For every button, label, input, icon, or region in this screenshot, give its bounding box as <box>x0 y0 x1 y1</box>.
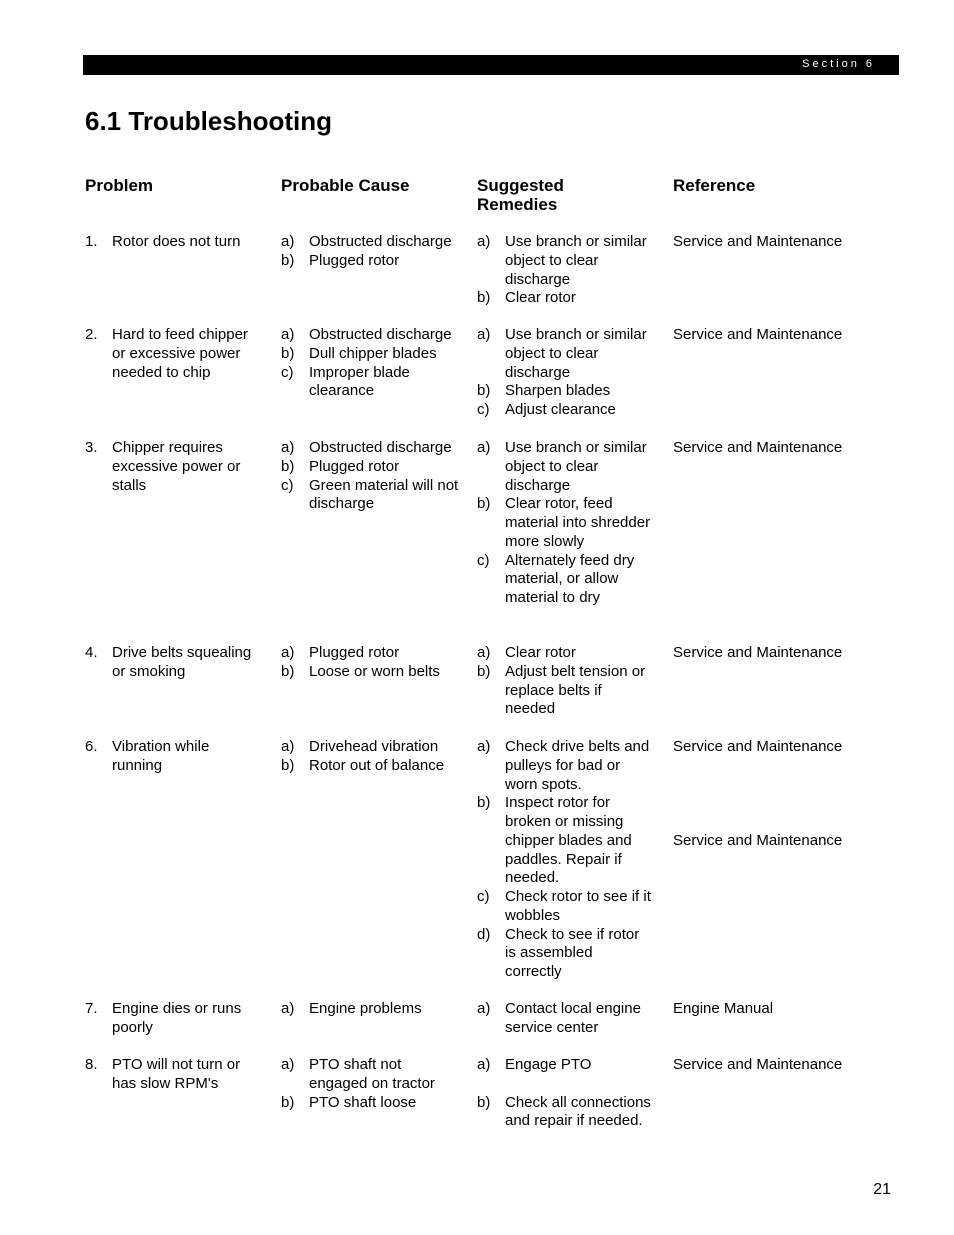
remedy-item <box>477 663 652 719</box>
cause-label: a) <box>281 233 295 250</box>
remedy-item <box>477 289 652 308</box>
problem-text: Vibration while running <box>112 738 210 774</box>
page-number: 21 <box>873 1181 891 1198</box>
problem-cell <box>85 233 260 252</box>
cause-item <box>281 477 461 515</box>
problem-text: Chipper requires excessive power or stalls <box>112 439 241 494</box>
cause-label: a) <box>281 644 295 661</box>
remedy-label: a) <box>477 644 491 661</box>
column-header-suggested-remedies: Suggested Remedies <box>477 176 564 214</box>
suggested-remedies-cell <box>477 326 652 420</box>
probable-cause-cell <box>281 644 461 682</box>
reference-text: Service and Maintenance <box>673 439 843 456</box>
remedy-label: a) <box>477 738 491 755</box>
remedy-item <box>477 552 652 608</box>
remedy-label: a) <box>477 439 491 456</box>
remedy-text: Contact local engine service center <box>505 1000 641 1036</box>
remedy-label: b) <box>477 662 491 680</box>
cause-label: b) <box>281 251 295 269</box>
probable-cause-cell <box>281 439 461 514</box>
remedy-label: b) <box>477 495 491 513</box>
remedy-text: Inspect rotor for broken or missing chipper blades and paddles. Repair if needed. <box>505 794 632 887</box>
cause-label: b) <box>281 1093 295 1111</box>
remedy-item <box>477 382 652 401</box>
reference-text: Service and Maintenance <box>673 1056 843 1073</box>
cause-label: b) <box>281 662 295 680</box>
remedy-label: b) <box>477 289 491 307</box>
problem-text: Hard to feed chipper or excessive power needed to chip <box>112 326 248 381</box>
remedy-text: Use branch or similar object to clear discharge <box>505 439 647 494</box>
remedy-label: c) <box>477 888 490 905</box>
remedy-label: b) <box>477 794 491 812</box>
suggested-remedies-cell <box>477 233 652 308</box>
cause-label: c) <box>281 363 294 381</box>
reference-text: Service and Maintenance <box>673 832 843 849</box>
problem-text: PTO will not turn or has slow RPM's <box>112 1056 241 1092</box>
cause-item <box>281 326 461 345</box>
remedy-text: Alternately feed dry material, or allow material to dry <box>505 551 635 606</box>
cause-text: Drivehead vibration <box>309 738 439 755</box>
problem-cell <box>85 439 260 495</box>
reference-text: Service and Maintenance <box>673 738 843 755</box>
cause-item <box>281 252 461 271</box>
problem-text: Engine dies or runs poorly <box>112 1000 242 1036</box>
problem-item <box>85 326 260 382</box>
cause-text: Obstructed discharge <box>309 326 452 343</box>
cause-item <box>281 364 461 402</box>
problem-number: 1. <box>85 233 98 250</box>
cause-item <box>281 439 461 458</box>
cause-item <box>281 757 461 776</box>
section-label: Section 6 <box>802 58 875 70</box>
problem-item <box>85 1056 260 1094</box>
cause-item <box>281 233 461 252</box>
remedy-text: Adjust belt tension or replace belts if needed <box>505 662 646 718</box>
problem-cell <box>85 1000 260 1038</box>
problem-item <box>85 644 260 682</box>
cause-text: PTO shaft loose <box>309 1093 417 1111</box>
problem-number: 3. <box>85 439 98 456</box>
problem-number: 4. <box>85 644 98 661</box>
cause-text: PTO shaft not engaged on tractor <box>309 1056 435 1092</box>
suggested-remedies-cell <box>477 1056 652 1131</box>
cause-item <box>281 345 461 364</box>
probable-cause-cell <box>281 233 461 271</box>
problem-item <box>85 233 260 252</box>
cause-item <box>281 458 461 477</box>
remedy-label: b) <box>477 382 491 400</box>
cause-label: b) <box>281 344 295 362</box>
cause-item <box>281 738 461 757</box>
cause-label: a) <box>281 439 295 456</box>
suggested-remedies-cell <box>477 644 652 719</box>
remedy-item <box>477 233 652 289</box>
cause-text: Plugged rotor <box>309 251 400 269</box>
remedy-text: Engage PTO <box>505 1056 592 1073</box>
remedy-text: Clear rotor <box>505 289 576 307</box>
remedy-text: Check rotor to see if it wobbles <box>505 888 651 924</box>
cause-label: a) <box>281 1000 295 1017</box>
section-header-bar <box>83 55 899 75</box>
cause-item <box>281 1056 461 1094</box>
column-header-probable-cause: Probable Cause <box>281 176 410 195</box>
column-header-reference: Reference <box>673 176 756 195</box>
remedy-text: Check to see if rotor is assembled correctly <box>505 925 640 980</box>
cause-text: Obstructed discharge <box>309 439 452 456</box>
cause-label: a) <box>281 326 295 343</box>
column-header-problem: Problem <box>85 176 154 195</box>
remedy-item <box>477 644 652 663</box>
remedy-item <box>477 1094 652 1132</box>
remedy-text: Use branch or similar object to clear discharge <box>505 326 647 381</box>
remedy-text: Check all connections and repair if needed. <box>505 1093 651 1130</box>
remedy-label: c) <box>477 551 490 569</box>
remedy-item <box>477 495 652 551</box>
reference-text: Service and Maintenance <box>673 644 843 661</box>
cause-text: Loose or worn belts <box>309 662 440 680</box>
cause-text: Improper blade clearance <box>309 363 410 400</box>
problem-item <box>85 439 260 495</box>
problem-item <box>85 1000 260 1038</box>
probable-cause-cell <box>281 1000 461 1019</box>
remedy-text: Check drive belts and pulleys for bad or worn spots. <box>505 738 650 793</box>
problem-number: 6. <box>85 738 98 755</box>
problem-cell <box>85 1056 260 1094</box>
cause-item <box>281 663 461 682</box>
remedy-item <box>477 888 652 926</box>
cause-text: Engine problems <box>309 1000 422 1017</box>
cause-label: a) <box>281 1056 295 1073</box>
problem-number: 7. <box>85 1000 98 1017</box>
remedy-label: a) <box>477 1000 491 1017</box>
cause-text: Obstructed discharge <box>309 233 452 250</box>
probable-cause-cell <box>281 738 461 776</box>
cause-item <box>281 1000 461 1019</box>
reference-text: Service and Maintenance <box>673 233 843 250</box>
cause-text: Green material will not discharge <box>309 476 459 513</box>
cause-text: Plugged rotor <box>309 644 400 661</box>
remedy-item <box>477 326 652 382</box>
cause-label: b) <box>281 457 295 475</box>
remedy-text: Adjust clearance <box>505 401 616 418</box>
remedy-item <box>477 794 652 888</box>
probable-cause-cell <box>281 1056 461 1112</box>
remedy-label: a) <box>477 233 491 250</box>
remedy-label: a) <box>477 326 491 343</box>
remedy-item <box>477 401 652 420</box>
remedy-label: c) <box>477 401 490 418</box>
cause-label: b) <box>281 756 295 774</box>
suggested-remedies-cell <box>477 1000 652 1038</box>
page-title: 6.1 Troubleshooting <box>85 106 333 136</box>
problem-cell <box>85 738 260 776</box>
remedy-text: Clear rotor <box>505 644 576 661</box>
problem-cell <box>85 326 260 382</box>
problem-item <box>85 738 260 776</box>
reference-text: Service and Maintenance <box>673 326 843 343</box>
problem-cell <box>85 644 260 682</box>
problem-text: Drive belts squealing or smoking <box>112 644 252 680</box>
remedy-item <box>477 1056 652 1075</box>
suggested-remedies-cell <box>477 439 652 608</box>
cause-text: Plugged rotor <box>309 457 400 475</box>
problem-text: Rotor does not turn <box>112 233 241 250</box>
remedy-item <box>477 926 652 982</box>
remedy-label: b) <box>477 1093 491 1111</box>
remedy-text: Sharpen blades <box>505 382 611 400</box>
remedy-item <box>477 738 652 794</box>
cause-text: Dull chipper blades <box>309 344 437 362</box>
reference-text: Engine Manual <box>673 1000 774 1017</box>
remedy-text: Clear rotor, feed material into shredder more slowly <box>505 495 651 550</box>
cause-label: a) <box>281 738 295 755</box>
suggested-remedies-cell <box>477 738 652 982</box>
remedy-item <box>477 439 652 495</box>
cause-label: c) <box>281 476 294 494</box>
remedy-text: Use branch or similar object to clear discharge <box>505 233 647 288</box>
problem-number: 2. <box>85 326 98 343</box>
cause-item <box>281 1094 461 1113</box>
problem-number: 8. <box>85 1056 98 1073</box>
remedy-label: a) <box>477 1056 491 1073</box>
probable-cause-cell <box>281 326 461 401</box>
remedy-label: d) <box>477 925 491 943</box>
cause-item <box>281 644 461 663</box>
cause-text: Rotor out of balance <box>309 756 445 774</box>
remedy-item <box>477 1000 652 1038</box>
